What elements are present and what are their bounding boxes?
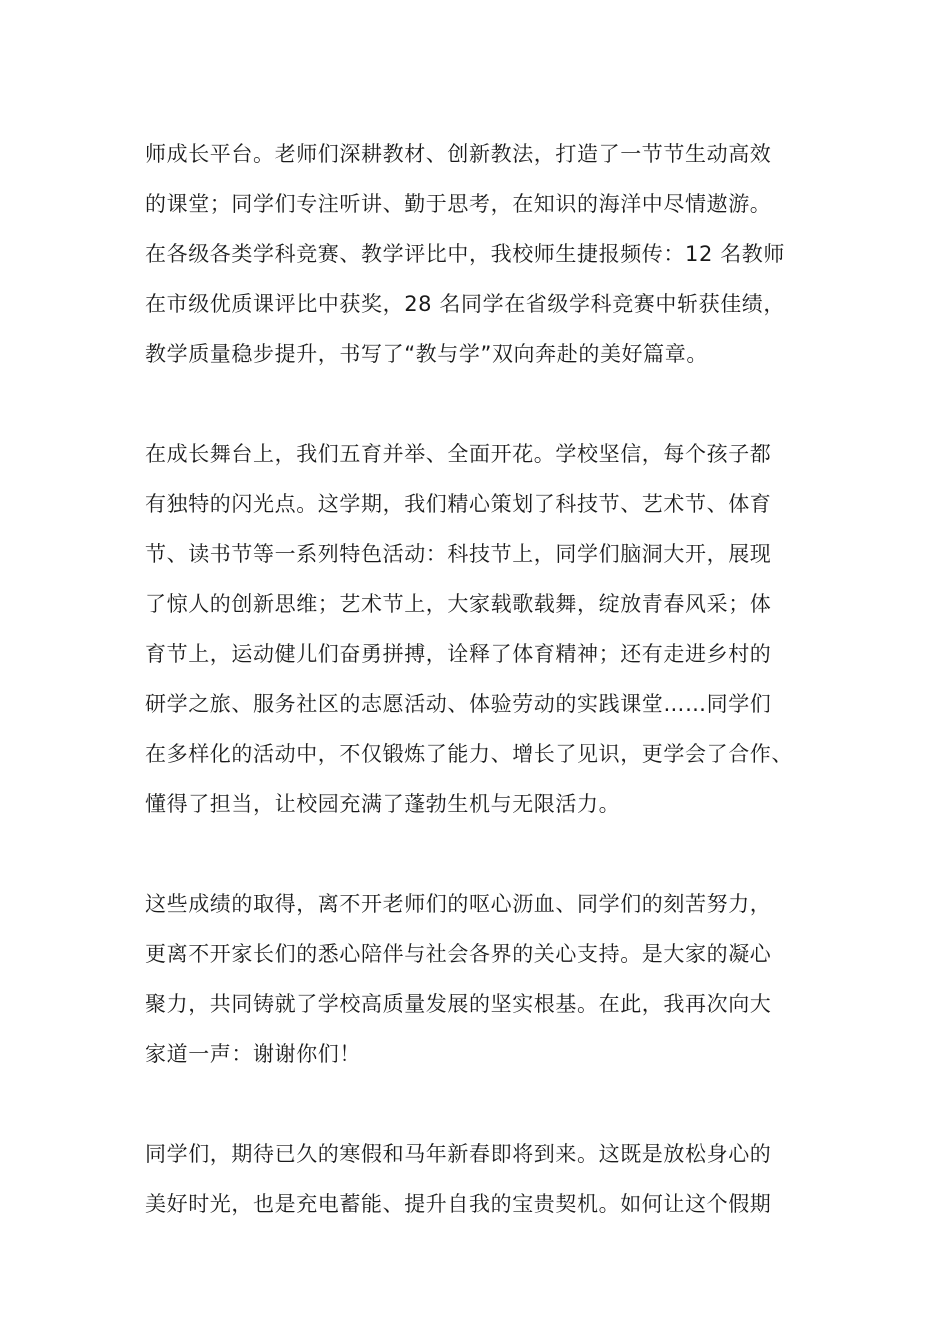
text-line: 有独特的闪光点。这学期，我们精心策划了科技节、艺术节、体育 — [145, 492, 772, 516]
paragraph-growth-stage — [145, 429, 825, 829]
paragraph-spacer — [145, 829, 825, 879]
paragraph-teaching-achievements — [145, 129, 825, 379]
text-line: 在成长舞台上，我们五育并举、全面开花。学校坚信，每个孩子都 — [145, 442, 772, 466]
text-line: 节、读书节等一系列特色活动：科技节上，同学们脑洞大开，展现 — [145, 542, 772, 566]
text-line: 聚力，共同铸就了学校高质量发展的坚实根基。在此，我再次向大 — [145, 992, 772, 1016]
paragraph-spacer — [145, 379, 825, 429]
text-line: 这些成绩的取得，离不开老师们的呕心沥血、同学们的刻苦努力， — [145, 892, 772, 916]
text-line: 在多样化的活动中，不仅锻炼了能力、增长了见识，更学会了合作、 — [145, 742, 793, 766]
text-line: 了惊人的创新思维；艺术节上，大家载歌载舞，绽放青春风采；体 — [145, 592, 772, 616]
text-line: 更离不开家长们的悉心陪伴与社会各界的关心支持。是大家的凝心 — [145, 942, 772, 966]
text-line: 师成长平台。老师们深耕教材、创新教法，打造了一节节生动高效 — [145, 142, 772, 166]
text-line: 懂得了担当，让校园充满了蓬勃生机与无限活力。 — [145, 792, 621, 816]
text-line: 育节上，运动健儿们奋勇拼搏，诠释了体育精神；还有走进乡村的 — [145, 642, 772, 666]
text-line: 在市级优质课评比中获奖，28 名同学在省级学科竞赛中斩获佳绩， — [145, 292, 785, 316]
paragraph-winter-vacation — [145, 1129, 825, 1229]
text-line: 研学之旅、服务社区的志愿活动、体验劳动的实践课堂……同学们 — [145, 692, 772, 716]
text-line: 同学们，期待已久的寒假和马年新春即将到来。这既是放松身心的 — [145, 1142, 772, 1166]
text-line: 美好时光，也是充电蓄能、提升自我的宝贵契机。如何让这个假期 — [145, 1192, 772, 1216]
document-body — [145, 129, 825, 1229]
paragraph-spacer — [145, 1079, 825, 1129]
text-line: 在各级各类学科竞赛、教学评比中，我校师生捷报频传：12 名教师 — [145, 242, 785, 266]
text-line: 的课堂；同学们专注听讲、勤于思考，在知识的海洋中尽情遨游。 — [145, 192, 772, 216]
text-line: 教学质量稳步提升，书写了“教与学”双向奔赴的美好篇章。 — [145, 342, 708, 366]
text-line: 家道一声：谢谢你们！ — [145, 1042, 361, 1066]
paragraph-gratitude — [145, 879, 825, 1079]
